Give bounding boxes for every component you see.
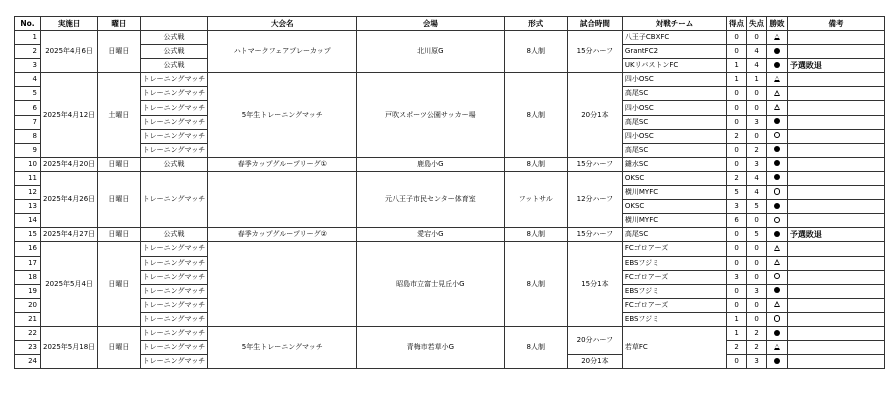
opponent-cell: EBSフジミ: [622, 312, 726, 326]
row-number: 9: [15, 143, 41, 157]
win-circle-icon: [774, 188, 781, 195]
note-cell: [787, 355, 884, 369]
goals-for-cell: 1: [727, 73, 747, 87]
opponent-cell: FCゴロアーズ: [622, 270, 726, 284]
category-cell: トレーニングマッチ: [140, 312, 208, 326]
note-cell: [787, 312, 884, 326]
tournament-cell: [208, 171, 357, 227]
category-cell: トレーニングマッチ: [140, 171, 208, 227]
opponent-cell: 四小OSC: [622, 129, 726, 143]
row-number: 20: [15, 298, 41, 312]
weekday-cell: 日曜日: [98, 171, 141, 227]
opponent-cell: OKSC: [622, 200, 726, 214]
row-number: 1: [15, 31, 41, 45]
header-category: [140, 17, 208, 31]
goals-against-cell: 0: [747, 312, 767, 326]
opponent-cell: GrantFC2: [622, 45, 726, 59]
loss-dot-icon: [774, 160, 780, 166]
result-cell: [767, 284, 788, 298]
venue-cell: 戸吹スポーツ公園サッカー場: [357, 73, 504, 158]
goals-for-cell: 0: [727, 242, 747, 256]
result-cell: [767, 298, 788, 312]
result-cell: [767, 143, 788, 157]
result-cell: [767, 186, 788, 200]
goals-against-cell: 2: [747, 341, 767, 355]
row-number: 17: [15, 256, 41, 270]
note-cell: [787, 326, 884, 340]
note-cell: [787, 115, 884, 129]
opponent-cell: 高尾SC: [622, 87, 726, 101]
tournament-cell: [208, 242, 357, 327]
format-cell: 8人制: [504, 31, 567, 73]
result-cell: [767, 73, 788, 87]
goals-for-cell: 0: [727, 45, 747, 59]
goals-for-cell: 6: [727, 214, 747, 228]
goals-for-cell: 0: [727, 284, 747, 298]
goals-for-cell: 5: [727, 186, 747, 200]
result-cell: [767, 171, 788, 185]
match-time-cell: 20分1本: [567, 73, 622, 158]
category-cell: トレーニングマッチ: [140, 326, 208, 340]
match-time-cell: 15分ハーフ: [567, 228, 622, 242]
row-number: 2: [15, 45, 41, 59]
goals-against-cell: 0: [747, 214, 767, 228]
goals-for-cell: 2: [727, 129, 747, 143]
draw-triangle-icon: [774, 34, 780, 40]
goals-for-cell: 0: [727, 31, 747, 45]
row-number: 15: [15, 228, 41, 242]
loss-dot-icon: [774, 62, 780, 68]
header-weekday: 曜日: [98, 17, 141, 31]
row-number: 3: [15, 59, 41, 73]
note-cell: [787, 284, 884, 298]
header-goals-against: 失点: [747, 17, 767, 31]
goals-against-cell: 2: [747, 143, 767, 157]
header-result: 勝敗: [767, 17, 788, 31]
date-cell: 2025年4月6日: [40, 31, 97, 73]
note-cell: [787, 214, 884, 228]
table-row: [15, 31, 885, 45]
format-cell: 8人制: [504, 228, 567, 242]
row-number: 13: [15, 200, 41, 214]
format-cell: 8人制: [504, 73, 567, 158]
goals-against-cell: 2: [747, 326, 767, 340]
tournament-cell: 5年生トレーニングマッチ: [208, 73, 357, 158]
note-cell: 予選敗退: [787, 228, 884, 242]
note-cell: [787, 45, 884, 59]
loss-dot-icon: [774, 231, 780, 237]
weekday-cell: 日曜日: [98, 228, 141, 242]
opponent-cell: 鑓水SC: [622, 157, 726, 171]
row-number: 4: [15, 73, 41, 87]
table-row: [15, 242, 885, 256]
opponent-cell: UKリバストンFC: [622, 59, 726, 73]
goals-for-cell: 3: [727, 200, 747, 214]
header-date: 実施日: [40, 17, 97, 31]
venue-cell: 青梅市若草小G: [357, 326, 504, 368]
opponent-cell: FCゴロアーズ: [622, 242, 726, 256]
tournament-cell: ハトマークフェアプレーカップ: [208, 31, 357, 73]
result-cell: [767, 87, 788, 101]
date-cell: 2025年4月26日: [40, 171, 97, 227]
venue-cell: 鹿島小G: [357, 157, 504, 171]
format-cell: 8人制: [504, 157, 567, 171]
header-venue: 会場: [357, 17, 504, 31]
goals-for-cell: 0: [727, 228, 747, 242]
note-cell: [787, 157, 884, 171]
goals-against-cell: 4: [747, 171, 767, 185]
format-cell: 8人制: [504, 326, 567, 368]
format-cell: フットサル: [504, 171, 567, 227]
result-cell: [767, 101, 788, 115]
match-time-cell: 20分1本: [567, 355, 622, 369]
header-notes: 備考: [787, 17, 884, 31]
result-cell: [767, 228, 788, 242]
table-row: [15, 326, 885, 340]
note-cell: [787, 270, 884, 284]
result-cell: [767, 45, 788, 59]
draw-triangle-icon: [774, 259, 780, 265]
date-cell: 2025年4月20日: [40, 157, 97, 171]
category-cell: トレーニングマッチ: [140, 115, 208, 129]
row-number: 24: [15, 355, 41, 369]
opponent-cell: FCゴロアーズ: [622, 298, 726, 312]
note-cell: [787, 87, 884, 101]
table-row: [15, 73, 885, 87]
category-cell: トレーニングマッチ: [140, 341, 208, 355]
result-cell: [767, 214, 788, 228]
category-cell: トレーニングマッチ: [140, 143, 208, 157]
opponent-cell: 高尾SC: [622, 115, 726, 129]
venue-cell: 愛宕小G: [357, 228, 504, 242]
goals-against-cell: 0: [747, 270, 767, 284]
loss-dot-icon: [774, 146, 780, 152]
category-cell: 公式戦: [140, 157, 208, 171]
weekday-cell: 日曜日: [98, 157, 141, 171]
date-cell: 2025年5月18日: [40, 326, 97, 368]
draw-triangle-icon: [774, 245, 780, 251]
goals-against-cell: 1: [747, 73, 767, 87]
opponent-cell: 八王子CBXFC: [622, 31, 726, 45]
goals-for-cell: 0: [727, 143, 747, 157]
note-cell: [787, 200, 884, 214]
win-circle-icon: [774, 132, 781, 139]
goals-for-cell: 0: [727, 256, 747, 270]
category-cell: 公式戦: [140, 31, 208, 45]
loss-dot-icon: [774, 330, 780, 336]
header-goals-for: 得点: [727, 17, 747, 31]
win-circle-icon: [774, 273, 781, 280]
goals-for-cell: 2: [727, 171, 747, 185]
result-cell: [767, 326, 788, 340]
goals-for-cell: 1: [727, 59, 747, 73]
category-cell: トレーニングマッチ: [140, 129, 208, 143]
date-cell: 2025年4月27日: [40, 228, 97, 242]
tournament-cell: 春季カップグループリーグ②: [208, 228, 357, 242]
goals-against-cell: 4: [747, 45, 767, 59]
goals-against-cell: 4: [747, 59, 767, 73]
note-cell: [787, 143, 884, 157]
note-cell: [787, 341, 884, 355]
loss-dot-icon: [774, 48, 780, 54]
table-row: [15, 228, 885, 242]
weekday-cell: 日曜日: [98, 31, 141, 73]
category-cell: トレーニングマッチ: [140, 270, 208, 284]
header-row: [15, 17, 885, 31]
note-cell: [787, 73, 884, 87]
note-cell: [787, 298, 884, 312]
goals-against-cell: 0: [747, 101, 767, 115]
weekday-cell: 土曜日: [98, 73, 141, 158]
result-cell: [767, 256, 788, 270]
goals-for-cell: 0: [727, 101, 747, 115]
category-cell: 公式戦: [140, 45, 208, 59]
venue-cell: 元八王子市民センター体育室: [357, 171, 504, 227]
note-cell: [787, 129, 884, 143]
venue-cell: 北川原G: [357, 31, 504, 73]
goals-for-cell: 0: [727, 157, 747, 171]
row-number: 16: [15, 242, 41, 256]
draw-triangle-icon: [774, 76, 780, 82]
row-number: 11: [15, 171, 41, 185]
opponent-cell: EBSフジミ: [622, 256, 726, 270]
table-row: [15, 157, 885, 171]
note-cell: 予選敗退: [787, 59, 884, 73]
result-cell: [767, 200, 788, 214]
opponent-cell: 高尾SC: [622, 228, 726, 242]
loss-dot-icon: [774, 118, 780, 124]
win-circle-icon: [774, 217, 781, 224]
loss-dot-icon: [774, 203, 780, 209]
goals-against-cell: 5: [747, 228, 767, 242]
opponent-cell: 四小OSC: [622, 73, 726, 87]
row-number: 8: [15, 129, 41, 143]
row-number: 14: [15, 214, 41, 228]
goals-against-cell: 0: [747, 242, 767, 256]
header-no: No.: [15, 17, 41, 31]
goals-for-cell: 1: [727, 312, 747, 326]
opponent-cell: 若草FC: [622, 326, 726, 368]
result-cell: [767, 355, 788, 369]
goals-for-cell: 1: [727, 326, 747, 340]
note-cell: [787, 171, 884, 185]
loss-dot-icon: [774, 287, 780, 293]
row-number: 18: [15, 270, 41, 284]
match-results-table: [14, 16, 885, 369]
result-cell: [767, 115, 788, 129]
venue-cell: 昭島市立富士見丘小G: [357, 242, 504, 327]
opponent-cell: OKSC: [622, 171, 726, 185]
draw-triangle-icon: [774, 90, 780, 96]
category-cell: トレーニングマッチ: [140, 87, 208, 101]
goals-for-cell: 2: [727, 341, 747, 355]
row-number: 19: [15, 284, 41, 298]
category-cell: 公式戦: [140, 59, 208, 73]
header-format: 形式: [504, 17, 567, 31]
result-cell: [767, 157, 788, 171]
opponent-cell: 横川MYFC: [622, 214, 726, 228]
row-number: 7: [15, 115, 41, 129]
row-number: 6: [15, 101, 41, 115]
result-cell: [767, 59, 788, 73]
goals-against-cell: 0: [747, 298, 767, 312]
match-time-cell: 15分ハーフ: [567, 31, 622, 73]
row-number: 21: [15, 312, 41, 326]
result-cell: [767, 312, 788, 326]
goals-for-cell: 0: [727, 298, 747, 312]
goals-for-cell: 0: [727, 355, 747, 369]
category-cell: トレーニングマッチ: [140, 101, 208, 115]
loss-dot-icon: [774, 174, 780, 180]
category-cell: トレーニングマッチ: [140, 284, 208, 298]
match-time-cell: 15分ハーフ: [567, 157, 622, 171]
draw-triangle-icon: [774, 344, 780, 350]
result-cell: [767, 242, 788, 256]
goals-against-cell: 0: [747, 129, 767, 143]
match-time-cell: 12分ハーフ: [567, 171, 622, 227]
category-cell: トレーニングマッチ: [140, 73, 208, 87]
goals-against-cell: 0: [747, 87, 767, 101]
result-cell: [767, 129, 788, 143]
category-cell: 公式戦: [140, 228, 208, 242]
table-row: [15, 171, 885, 185]
draw-triangle-icon: [774, 301, 780, 307]
header-match-time: 試合時間: [567, 17, 622, 31]
goals-against-cell: 3: [747, 284, 767, 298]
category-cell: トレーニングマッチ: [140, 256, 208, 270]
note-cell: [787, 101, 884, 115]
opponent-cell: 四小OSC: [622, 101, 726, 115]
goals-against-cell: 3: [747, 157, 767, 171]
opponent-cell: 横川MYFC: [622, 186, 726, 200]
weekday-cell: 日曜日: [98, 326, 141, 368]
date-cell: 2025年4月12日: [40, 73, 97, 158]
tournament-cell: 春季カップグループリーグ①: [208, 157, 357, 171]
note-cell: [787, 31, 884, 45]
draw-triangle-icon: [774, 104, 780, 110]
format-cell: 8人制: [504, 242, 567, 327]
goals-against-cell: 4: [747, 186, 767, 200]
category-cell: トレーニングマッチ: [140, 242, 208, 256]
header-opponent: 対戦チーム: [622, 17, 726, 31]
goals-against-cell: 0: [747, 256, 767, 270]
category-cell: トレーニングマッチ: [140, 355, 208, 369]
loss-dot-icon: [774, 358, 780, 364]
row-number: 5: [15, 87, 41, 101]
row-number: 22: [15, 326, 41, 340]
header-tournament: 大会名: [208, 17, 357, 31]
goals-against-cell: 0: [747, 31, 767, 45]
date-cell: 2025年5月4日: [40, 242, 97, 327]
weekday-cell: 日曜日: [98, 242, 141, 327]
result-cell: [767, 31, 788, 45]
opponent-cell: EBSフジミ: [622, 284, 726, 298]
tournament-cell: 5年生トレーニングマッチ: [208, 326, 357, 368]
result-cell: [767, 341, 788, 355]
opponent-cell: 高尾SC: [622, 143, 726, 157]
goals-against-cell: 3: [747, 115, 767, 129]
goals-for-cell: 0: [727, 87, 747, 101]
row-number: 12: [15, 186, 41, 200]
match-time-cell: 20分ハーフ: [567, 326, 622, 354]
goals-against-cell: 5: [747, 200, 767, 214]
note-cell: [787, 256, 884, 270]
result-cell: [767, 270, 788, 284]
row-number: 10: [15, 157, 41, 171]
note-cell: [787, 186, 884, 200]
goals-against-cell: 3: [747, 355, 767, 369]
row-number: 23: [15, 341, 41, 355]
category-cell: トレーニングマッチ: [140, 298, 208, 312]
match-time-cell: 15分1本: [567, 242, 622, 327]
goals-for-cell: 3: [727, 270, 747, 284]
goals-for-cell: 0: [727, 115, 747, 129]
note-cell: [787, 242, 884, 256]
win-circle-icon: [774, 315, 781, 322]
